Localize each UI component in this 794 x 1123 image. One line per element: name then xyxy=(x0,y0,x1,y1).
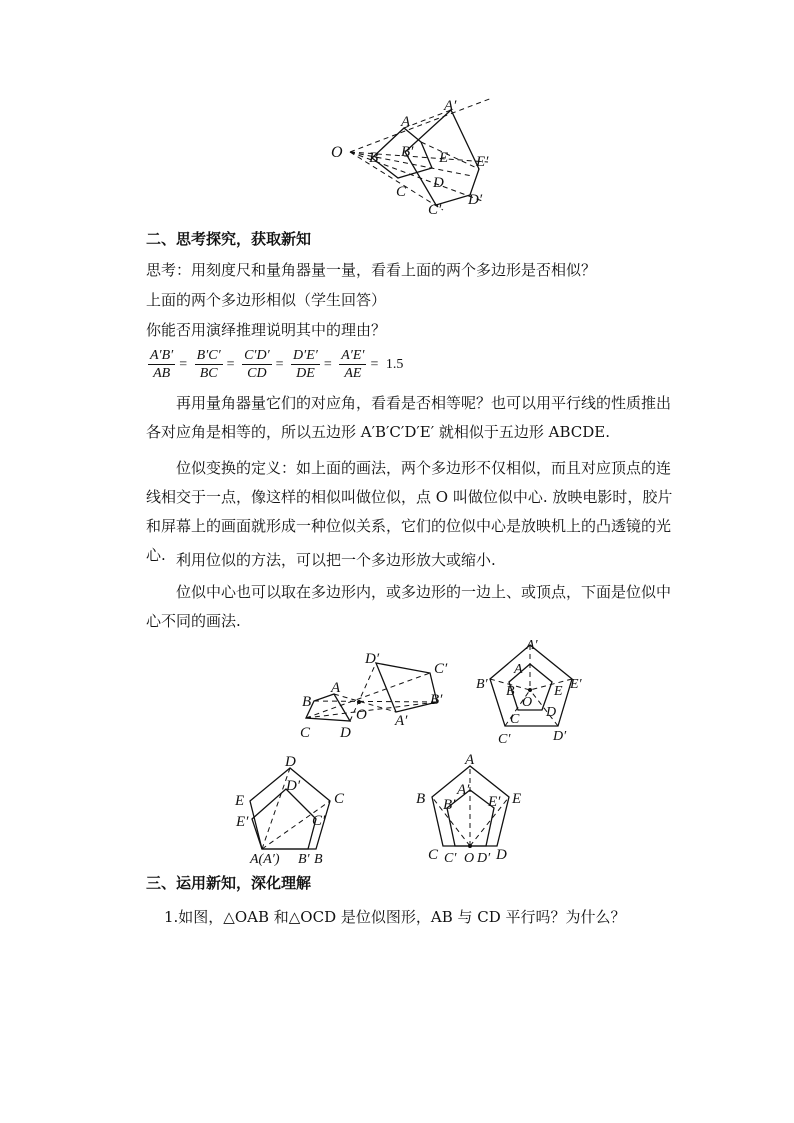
figc-label-B-prime: B′ xyxy=(298,852,310,867)
figb-label-C: C xyxy=(510,712,520,727)
figure-homothety-pentagons xyxy=(325,92,500,222)
fraction: $\frac{C'D'}{CD}$ xyxy=(244,348,270,381)
figd-label-B: B xyxy=(416,791,426,807)
figa-label-A-prime: A′ xyxy=(395,713,408,729)
student-answer: 上面的两个多边形相似（学生回答） xyxy=(146,291,387,309)
exercise-1: 1.如图，△OAB 和△OCD 是位似图形，AB 与 CD 平行吗？为什么？ xyxy=(164,908,626,926)
think-question: 思考：用刻度尺和量角器量一量，看看上面的两个多边形是否相似？ xyxy=(146,261,597,279)
figd-label-A-prime: A′ xyxy=(457,782,470,798)
figd-label-E: E xyxy=(512,791,522,807)
fig1-label-B: B xyxy=(369,150,379,166)
figa-label-D-prime: D′ xyxy=(365,651,380,667)
figb-label-A-prime: A′ xyxy=(526,638,538,653)
fraction: $\frac{D'E'}{DE}$ xyxy=(293,348,318,381)
figd-label-C-prime: C′ xyxy=(444,851,457,866)
figa-label-C-prime: C′ xyxy=(434,661,448,677)
figb-label-B: B xyxy=(506,684,515,699)
figure-center-between xyxy=(295,645,460,745)
figa-label-C: C xyxy=(300,725,311,741)
fig1-label-A: A xyxy=(401,114,411,130)
figc-label-C-prime: C′ xyxy=(312,813,326,829)
figure-center-side xyxy=(410,748,535,868)
fig1-label-D: D xyxy=(433,175,444,191)
fraction: $\frac{B'C'}{BC}$ xyxy=(196,348,221,381)
figc-label-E: E xyxy=(235,793,245,809)
paragraph-centers: 位似中心也可以取在多边形内，或多边形的一边上、或顶点，下面是位似中心不同的画法. xyxy=(146,583,672,630)
figc-label-A-A-prime: A(A′) xyxy=(250,852,280,867)
ratio-equation: $\frac{A'B'}{AB}$ = $\frac{B'C'}{BC}$ = $\frac{C'D'}{CD}$ = $\frac{D'E'}{DE}$ = $\frac{A'E'}{AE}$ = 1.5 xyxy=(150,348,404,381)
figb-label-D-prime: D′ xyxy=(553,729,567,744)
figd-label-C: C xyxy=(428,847,439,863)
figc-label-B: B xyxy=(314,852,323,867)
paragraph-definition: 位似变换的定义：如上面的画法，两个多边形不仅相似，而且对应顶点的连线相交于一点，像这样的相似叫做位似，点 O 叫做位似中心. 放映电影时，胶片和屏幕上的画面就形成一种位似关系，它们的位似中心是放映机上的凸透镜的光心. xyxy=(146,459,673,564)
figc-label-E-prime: E′ xyxy=(236,814,249,830)
figc-label-C: C xyxy=(334,791,345,807)
figd-label-O: O xyxy=(464,851,475,866)
figd-label-A: A xyxy=(465,752,475,768)
paragraph-scale: 利用位似的方法，可以把一个多边形放大或缩小. xyxy=(176,551,496,569)
fig1-label-E-prime: E′ xyxy=(476,154,489,170)
section2-heading: 二、思考探究，获取新知 xyxy=(146,230,312,248)
figd-label-D: D xyxy=(496,847,507,863)
figure-center-vertex xyxy=(228,750,353,870)
section3-heading: 三、运用新知，深化理解 xyxy=(146,874,312,892)
figure-center-inside xyxy=(470,630,595,750)
deduction-question: 你能否用演绎推理说明其中的理由？ xyxy=(146,321,387,339)
ratio-value: 1.5 xyxy=(385,356,404,372)
paragraph-angles: 再用量角器量它们的对应角，看看是否相等呢？也可以用平行线的性质推出各对应角是相等的，所以五边形 A′B′C′D′E′ 就相似于五边形 ABCDE. xyxy=(146,394,672,441)
figa-label-O: O xyxy=(356,707,367,723)
fig1-label-C-prime: C′ xyxy=(428,202,442,218)
figd-label-B-prime: B′ xyxy=(443,797,456,813)
fig1-label-E: E xyxy=(439,150,449,166)
figb-label-O: O xyxy=(522,695,533,710)
figb-label-A: A xyxy=(514,662,523,677)
figd-label-D-prime: D′ xyxy=(477,851,491,866)
fraction: $\frac{A'B'}{AB}$ xyxy=(150,348,174,381)
figb-label-E-prime: E′ xyxy=(570,677,582,692)
fig1-label-B-prime: B′ xyxy=(401,144,414,160)
fig1-label-D-prime: D′ xyxy=(468,192,483,208)
figc-label-D-prime: D′ xyxy=(286,778,301,794)
figb-label-C-prime: C′ xyxy=(498,732,511,747)
figa-label-B-prime: B′ xyxy=(430,692,443,708)
figd-label-E-prime: E′ xyxy=(488,794,501,810)
figc-label-D: D xyxy=(285,754,296,770)
figb-label-D: D xyxy=(546,705,557,720)
fraction: $\frac{A'E'}{AE}$ xyxy=(341,348,365,381)
figb-label-E: E xyxy=(554,684,563,699)
figa-label-D: D xyxy=(340,725,351,741)
fig1-label-C: C xyxy=(396,184,407,200)
fig1-label-A-prime: A′ xyxy=(444,98,457,114)
figb-label-B-prime: B′ xyxy=(476,677,488,692)
figa-label-B: B xyxy=(302,694,312,710)
figa-label-A: A xyxy=(331,680,341,696)
fig1-label-O: O xyxy=(331,144,343,161)
